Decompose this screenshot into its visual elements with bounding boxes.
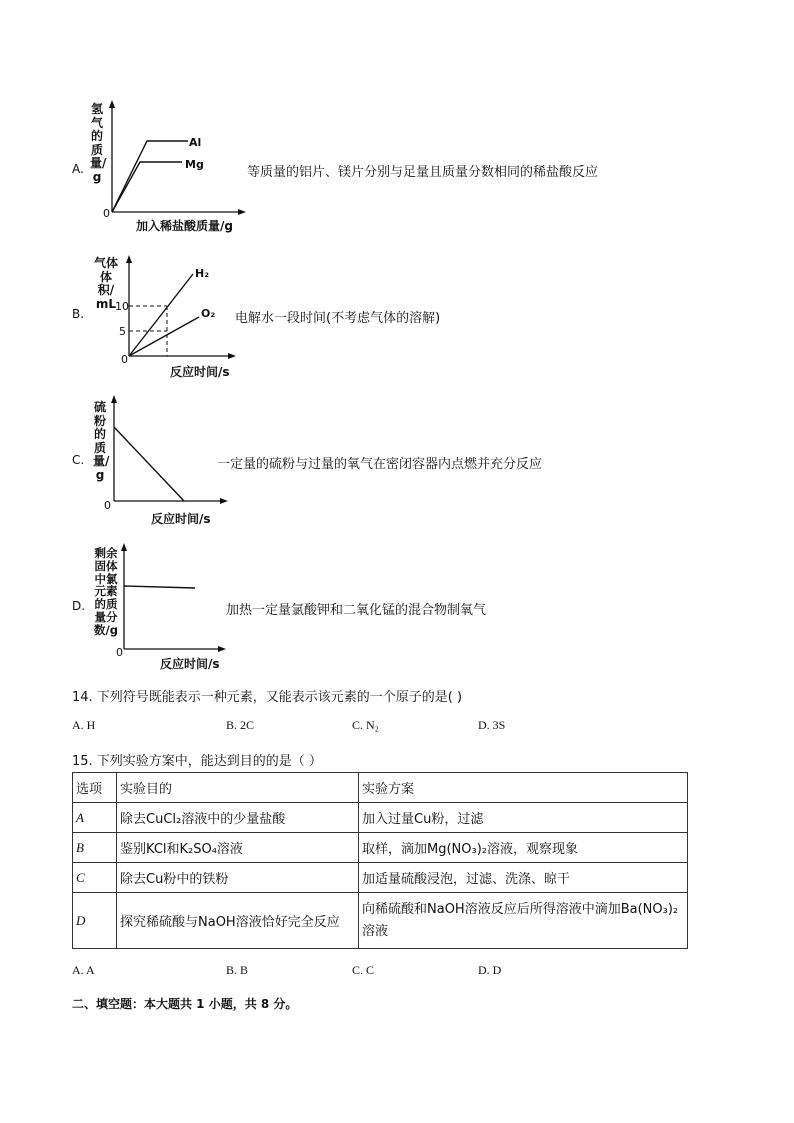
option-d-origin: 0 [116,646,123,658]
table-row [73,803,688,833]
q14-choice-c[interactable]: C. N₂ [352,718,379,732]
table-row [73,833,688,863]
tick-5: 5 [119,325,126,338]
h2-label: H₂ [195,267,210,280]
option-b-xlabel: 反应时间/s [170,365,230,379]
chlorine-line [124,586,195,588]
option-b-description: 电解水一段时间(不考虑气体的溶解) [235,311,441,326]
table-row [73,893,688,949]
option-c-letter: C. [72,453,85,467]
o2-label: O₂ [201,307,216,320]
q15-choice-c[interactable]: C. C [352,963,375,977]
row-a-plan: 加入过量Cu粉，过滤 [359,803,688,833]
q15-choice-a[interactable]: A. A [72,963,95,977]
section-2-heading: 二、填空题：本大题共 1 小题，共 8 分。 [72,997,298,1011]
option-c-ylabel: 硫粉的质量/g [93,400,110,482]
q14-choice-d[interactable]: D. 3S [478,718,506,732]
al-line [112,141,188,212]
row-b-purpose: 鉴别KCl和K₂SO₄溶液 [117,833,359,863]
mg-line [112,162,182,212]
option-a-description: 等质量的铝片、镁片分别与足量且质量分数相同的稀盐酸反应 [247,165,599,180]
option-d-ylabel: 剩余固体中氯元素的质量分数/g [94,546,118,637]
row-d-option: D [73,893,117,949]
option-d-graph [110,543,235,658]
option-c-xlabel: 反应时间/s [151,512,211,526]
option-d-letter: D. [72,599,86,613]
option-a-letter: A. [72,162,84,176]
option-a-origin: 0 [103,207,110,220]
row-c-purpose: 除去Cu粉中的铁粉 [117,863,359,893]
row-a-option: A [73,803,117,833]
table-row [73,863,688,893]
sulfur-line [114,427,184,501]
question-15: 15. 下列实验方案中，能达到目的的是（ ） [72,754,322,769]
option-d-xlabel: 反应时间/s [160,657,220,671]
option-c-origin: 0 [104,499,111,512]
row-d-plan: 向稀硫酸和NaOH溶液反应后所得溶液中滴加Ba(NO₃)₂溶液 [359,893,688,949]
table-header-row [73,773,688,803]
option-c-graph [104,395,234,515]
header-purpose: 实验目的 [117,773,359,803]
row-a-purpose: 除去CuCl₂溶液中的少量盐酸 [117,803,359,833]
al-label: Al [189,136,202,149]
option-b-ylabel: 气体体积/mL [94,256,119,311]
h2-line [129,274,193,356]
header-option: 选项 [73,773,117,803]
row-c-option: C [73,863,117,893]
option-a-ylabel: 氢气的质量/g [90,102,107,184]
header-plan: 实验方案 [359,773,688,803]
row-c-plan: 加适量硫酸浸泡，过滤、洗涤、晾干 [359,863,688,893]
option-a-graph [100,100,250,235]
question-14: 14. 下列符号既能表示一种元素，又能表示该元素的一个原子的是( ) [72,690,463,705]
q15-choice-b[interactable]: B. B [226,963,249,977]
mg-label: Mg [185,158,204,171]
o2-line [129,317,199,356]
q14-choice-a[interactable]: A. H [72,718,96,732]
option-c-description: 一定量的硫粉与过量的氧气在密闭容器内点燃并充分反应 [217,457,543,472]
experiment-table [72,772,688,949]
row-b-plan: 取样，滴加Mg(NO₃)₂溶液，观察现象 [359,833,688,863]
option-b-letter: B. [72,307,85,321]
option-b-origin: 0 [121,353,128,365]
q15-choice-d[interactable]: D. D [478,963,502,977]
tick-10: 10 [115,300,129,313]
row-d-purpose: 探究稀硫酸与NaOH溶液恰好完全反应 [117,893,359,949]
option-d-description: 加热一定量氯酸钾和二氧化锰的混合物制氧气 [226,603,487,618]
q14-choice-b[interactable]: B. 2C [226,718,255,732]
row-b-option: B [73,833,117,863]
option-b-graph [115,255,240,365]
option-a-xlabel: 加入稀盐酸质量/g [136,219,233,233]
